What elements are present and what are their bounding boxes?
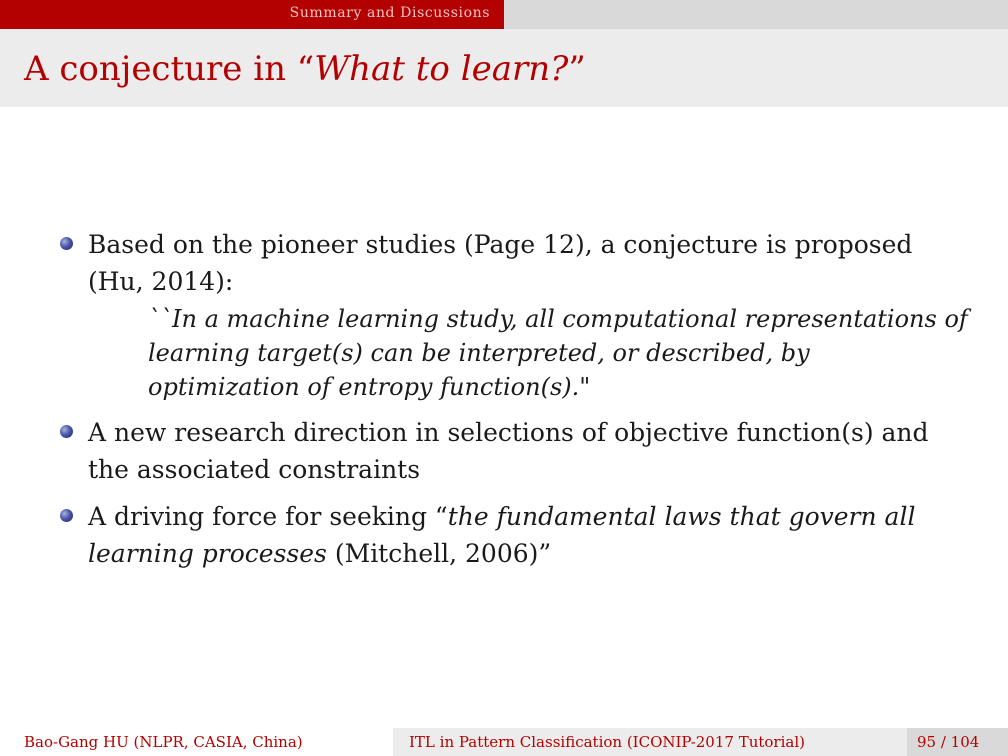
bullet-text-2: A new research direction in selections of objective function(s) and the associated constraints bbox=[88, 418, 929, 484]
bullet-item-3 bbox=[58, 498, 968, 572]
bullet-icon bbox=[60, 425, 73, 438]
bullet-icon bbox=[60, 509, 73, 522]
page-number-label: 95 / 104 bbox=[917, 733, 980, 751]
bullet-item-2 bbox=[58, 414, 968, 488]
section-label: Summary and Discussions bbox=[289, 5, 490, 21]
top-navigation-bar bbox=[0, 0, 1008, 29]
footer-page-number bbox=[907, 728, 1008, 756]
title-italic: What to learn? bbox=[314, 49, 569, 89]
title-suffix: ” bbox=[568, 49, 586, 89]
slide-title bbox=[24, 49, 586, 89]
footer-talk-title bbox=[393, 728, 907, 756]
bullet-text-3-italic: the fundamental laws that govern all learning processes bbox=[88, 502, 916, 568]
footer-bar bbox=[0, 728, 1008, 756]
footer-author-label: Bao-Gang HU (NLPR, CASIA, China) bbox=[24, 733, 303, 751]
title-prefix: A conjecture in “ bbox=[24, 49, 315, 89]
bullet-icon bbox=[60, 237, 73, 250]
slide-content bbox=[58, 226, 968, 582]
bullet-text-1: Based on the pioneer studies (Page 12), a conjecture is proposed (Hu, 2014): bbox=[88, 230, 913, 296]
bullet-item-1 bbox=[58, 226, 968, 404]
bullet-text-3-suffix: (Mitchell, 2006)” bbox=[326, 539, 552, 568]
bullet-text-3-prefix: A driving force for seeking “ bbox=[88, 502, 448, 531]
title-band bbox=[0, 29, 1008, 107]
footer-talk-label: ITL in Pattern Classification (ICONIP-2017 Tutorial) bbox=[409, 733, 805, 751]
conjecture-quote: ``In a machine learning study, all computational representations of learning target(s) can be interpreted, or described, by optimization of entropy function(s)." bbox=[148, 305, 968, 401]
footer-author bbox=[0, 728, 393, 756]
section-nav-item[interactable] bbox=[0, 0, 504, 29]
